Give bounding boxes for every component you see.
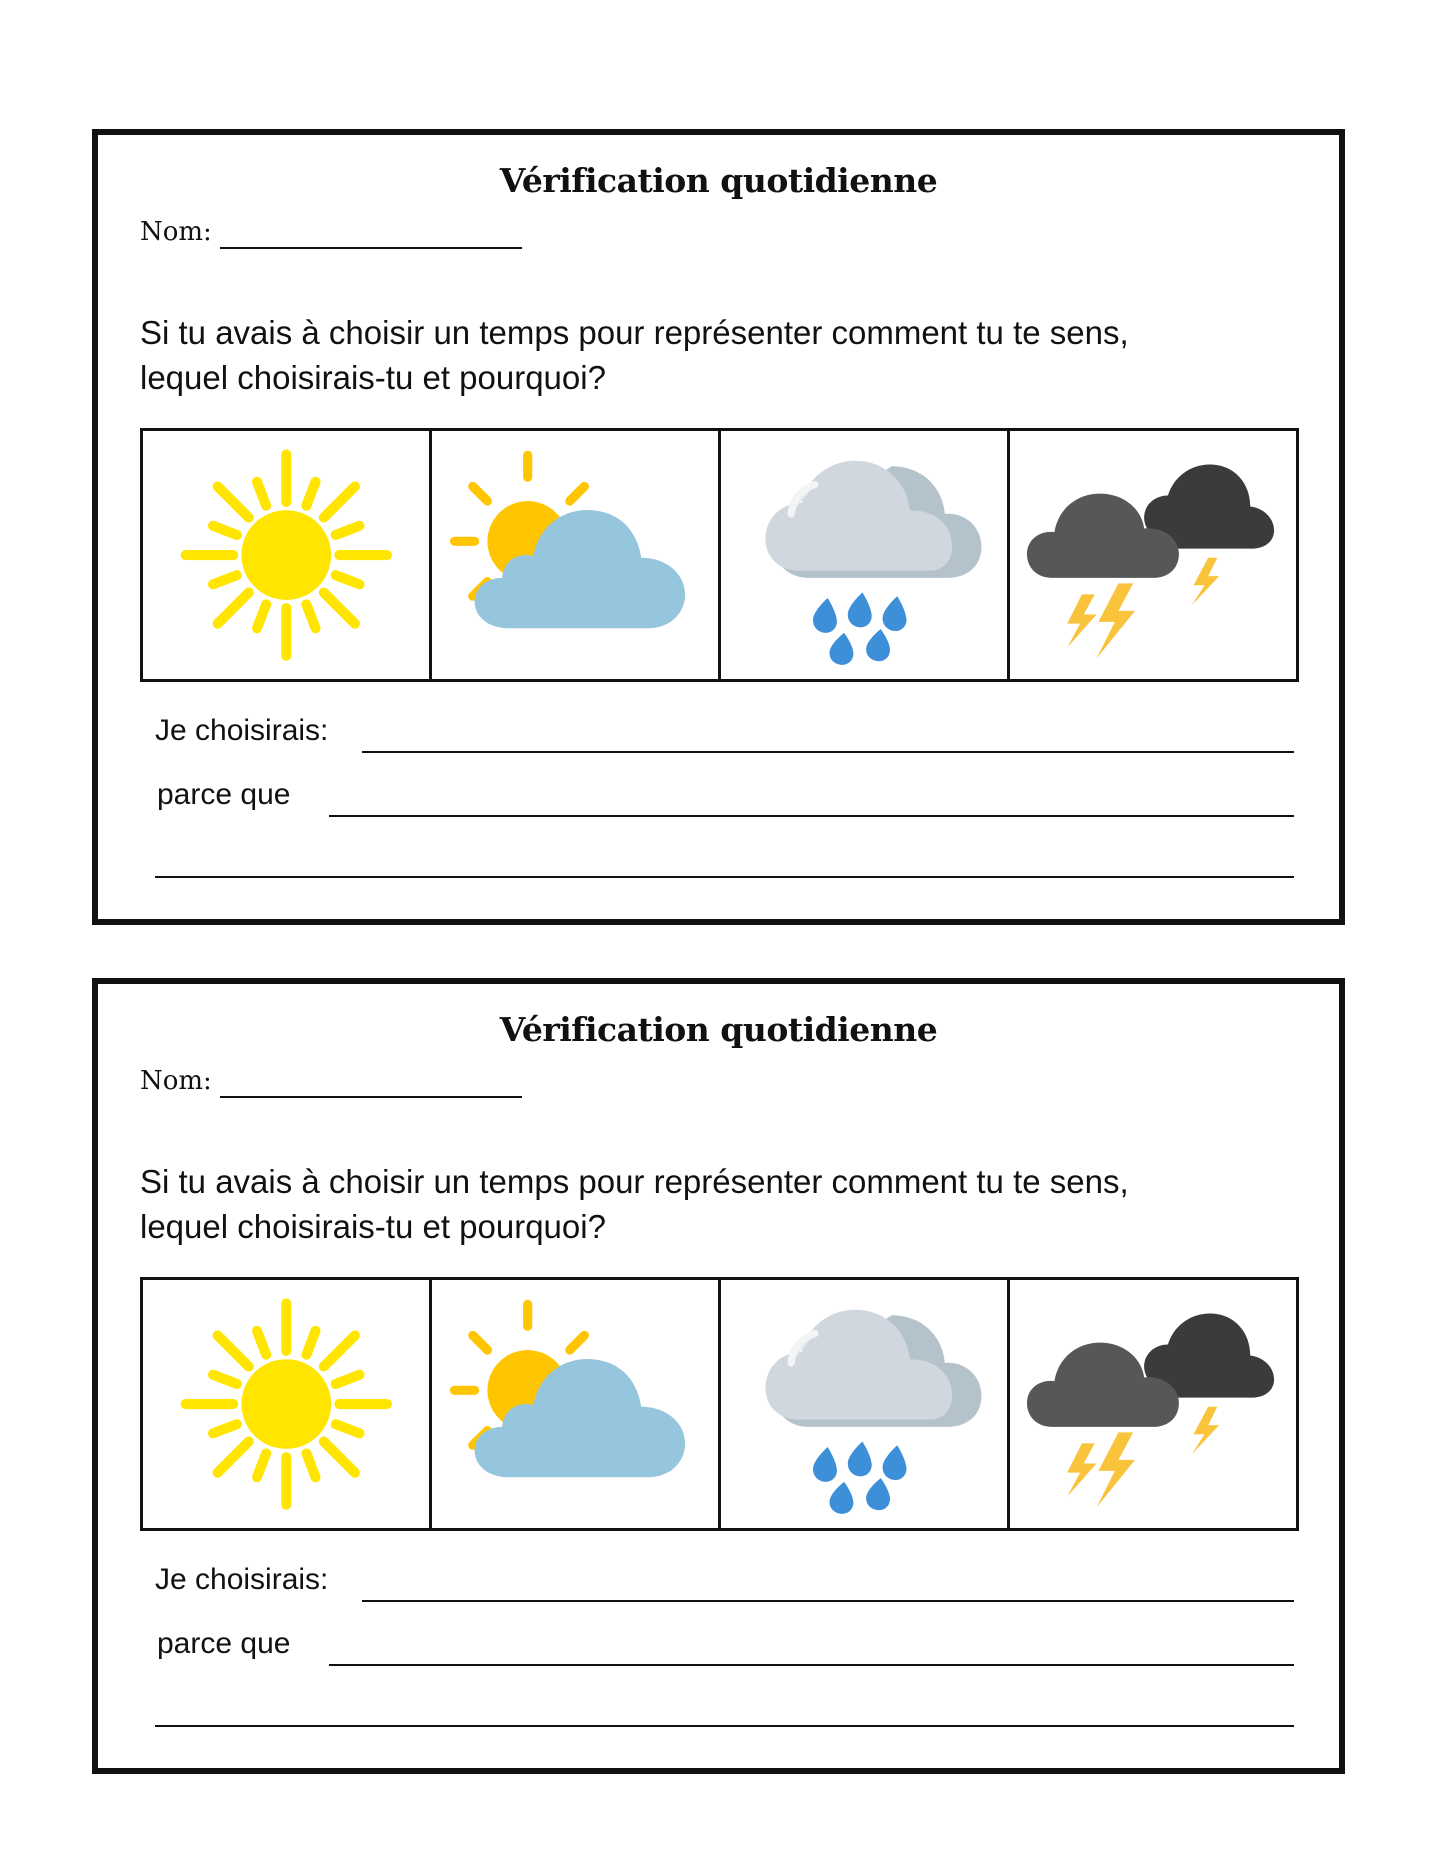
weather-option-partly-cloudy[interactable]	[432, 1280, 721, 1528]
question-line-2: lequel choisirais-tu et pourquoi?	[140, 1208, 606, 1245]
because-label: parce que	[157, 778, 291, 811]
extra-answer-line[interactable]	[155, 876, 1294, 878]
weather-option-rainy[interactable]	[721, 431, 1010, 679]
because-answer-line[interactable]	[329, 815, 1294, 817]
choice-answer-line[interactable]	[362, 1600, 1294, 1602]
daily-check-card-2	[92, 978, 1345, 1774]
rain-cloud-icon	[727, 1285, 1002, 1523]
sun-behind-cloud-icon	[438, 1285, 713, 1523]
question-line-1: Si tu avais à choisir un temps pour représenter comment tu te sens,	[140, 1163, 1129, 1200]
thunderstorm-icon	[1016, 436, 1291, 674]
because-answer-line[interactable]	[329, 1664, 1294, 1666]
weather-option-rainy[interactable]	[721, 1280, 1010, 1528]
extra-answer-line[interactable]	[155, 1725, 1294, 1727]
because-label: parce que	[157, 1627, 291, 1660]
weather-option-stormy[interactable]	[1010, 1280, 1296, 1528]
name-label: Nom:	[140, 217, 212, 247]
choice-label: Je choisirais:	[155, 714, 329, 747]
name-blank-line[interactable]	[220, 247, 522, 249]
question-line-2: lequel choisirais-tu et pourquoi?	[140, 359, 606, 396]
name-blank-line[interactable]	[220, 1096, 522, 1098]
card-title: Vérification quotidienne	[499, 161, 938, 200]
question-line-1: Si tu avais à choisir un temps pour représenter comment tu te sens,	[140, 314, 1129, 351]
sun-icon	[149, 1285, 424, 1523]
choice-answer-line[interactable]	[362, 751, 1294, 753]
card-title: Vérification quotidienne	[499, 1010, 938, 1049]
question-text	[140, 1159, 1300, 1249]
weather-option-sunny[interactable]	[143, 431, 432, 679]
sun-icon	[149, 436, 424, 674]
choice-label: Je choisirais:	[155, 1563, 329, 1596]
daily-check-card-1	[92, 129, 1345, 925]
rain-cloud-icon	[727, 436, 1002, 674]
weather-options-grid	[140, 428, 1299, 682]
sun-behind-cloud-icon	[438, 436, 713, 674]
weather-option-sunny[interactable]	[143, 1280, 432, 1528]
weather-option-partly-cloudy[interactable]	[432, 431, 721, 679]
weather-option-stormy[interactable]	[1010, 431, 1296, 679]
weather-options-grid	[140, 1277, 1299, 1531]
thunderstorm-icon	[1016, 1285, 1291, 1523]
name-label: Nom:	[140, 1066, 212, 1096]
question-text	[140, 310, 1300, 400]
